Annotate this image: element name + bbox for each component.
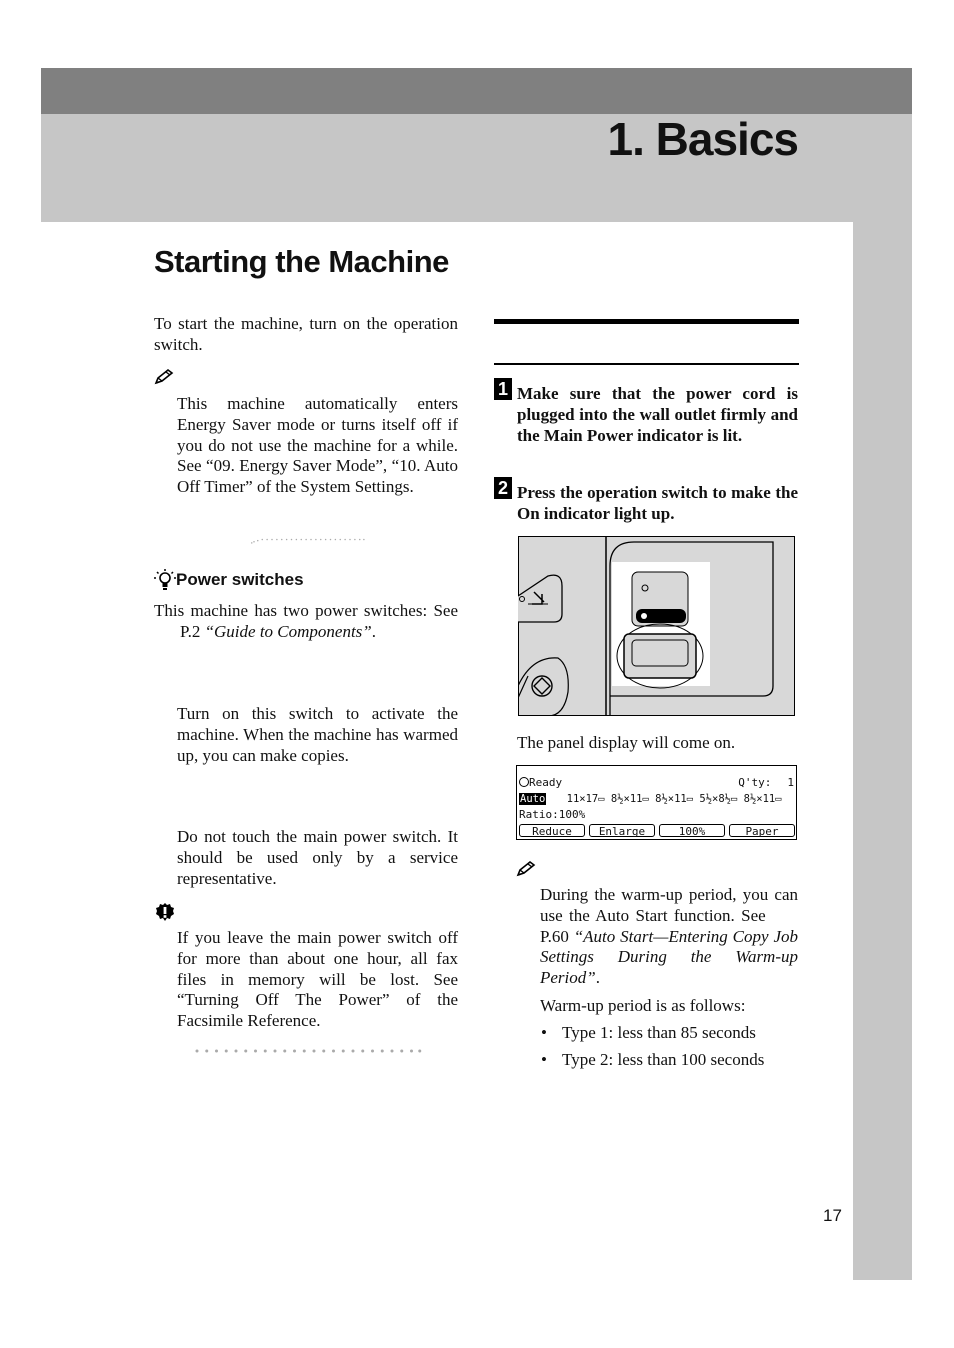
tip-title: Power switches bbox=[176, 570, 304, 589]
warmup-intro: Warm-up period is as follows: bbox=[540, 996, 746, 1015]
lcd-qty-value: 1 bbox=[787, 776, 794, 789]
section-title: Starting the Machine bbox=[154, 244, 449, 279]
chapter-header-dark-band bbox=[41, 68, 912, 114]
step-2-number: 2 bbox=[494, 477, 512, 499]
lcd-enlarge-button[interactable]: Enlarge bbox=[589, 824, 655, 837]
tip-heading bbox=[154, 569, 304, 591]
warmup-item-2: Type 2: less than 100 seconds bbox=[562, 1050, 765, 1069]
note-paragraph: This machine automatically enters Energy Saver mode or turns itself off if you do not use the machine for a while. See “09. Energy Saver Mode”, “10. Auto Off Timer” of the System Settings. bbox=[177, 394, 458, 497]
step-2-text: Press the operation switch to make the On indicator light up. bbox=[517, 483, 798, 523]
bullet-icon: • bbox=[541, 1023, 547, 1042]
page-edge-tab bbox=[853, 222, 912, 1280]
tip-bottom-dotted-divider bbox=[156, 1048, 460, 1054]
chapter-title: 1. Basics bbox=[607, 113, 798, 165]
warmup-ref-suffix: . bbox=[595, 968, 600, 988]
lcd-auto-paper: Auto bbox=[520, 793, 546, 805]
procedure-second-rule bbox=[494, 363, 799, 365]
list-item bbox=[541, 1050, 764, 1071]
main-switch-paragraph: Do not touch the main power switch. It should be used only by a service representative. bbox=[177, 827, 458, 888]
warmup-ref-page[interactable]: P.60 bbox=[540, 926, 569, 946]
warmup-ref-title[interactable]: “Auto Start—Entering Copy Job Settings During the Warm-up Period” bbox=[540, 926, 798, 988]
warmup-item-1: Type 1: less than 85 seconds bbox=[562, 1023, 756, 1042]
lcd-paper-button[interactable]: Paper bbox=[729, 824, 795, 837]
tip-ref-title[interactable]: “Guide to Components” bbox=[204, 621, 372, 641]
operation-switch-illustration bbox=[518, 536, 795, 716]
tip-paragraph bbox=[154, 601, 458, 643]
pencil-note-icon-2 bbox=[516, 860, 536, 878]
lcd-status: Ready bbox=[529, 776, 563, 789]
step-1-number: 1 bbox=[494, 378, 512, 400]
lcd-100-percent-button[interactable]: 100% bbox=[659, 824, 725, 837]
page-number: 17 bbox=[823, 1206, 842, 1225]
lcd-qty-label: Q'ty: bbox=[738, 776, 772, 789]
lcd-reduce-button[interactable]: Reduce bbox=[519, 824, 585, 837]
step-1-text: Make sure that the power cord is plugged into the wall outlet firmly and the Main Power indicator is lit. bbox=[517, 384, 798, 445]
panel-caption: The panel display will come on. bbox=[517, 733, 736, 752]
lcd-ratio: Ratio:100% bbox=[519, 808, 586, 821]
lcd-panel-display bbox=[516, 765, 797, 840]
list-item bbox=[541, 1023, 756, 1044]
lightbulb-tip-icon bbox=[154, 569, 176, 591]
tip-ref-suffix: . bbox=[371, 621, 377, 641]
intro-paragraph: To start the machine, turn on the operation switch. bbox=[154, 314, 458, 354]
tip-text: This machine has two power switches: See bbox=[154, 601, 458, 620]
important-paragraph: If you leave the main power switch off for more than about one hour, all fax files in memory will be lost. See “Turning Off The Power” of the Facsimile Reference. bbox=[177, 928, 458, 1031]
pencil-note-icon bbox=[154, 368, 174, 386]
lcd-paper-sizes: 11×17▭ 8½×11▭ 8½×11▭ 5½×8½▭ 8½×11▭ bbox=[566, 793, 782, 805]
important-icon bbox=[155, 902, 175, 922]
operation-switch-paragraph: Turn on this switch to activate the machine. When the machine has warmed up, you can make copies. bbox=[177, 704, 458, 765]
tip-ref-page[interactable]: P.2 bbox=[180, 621, 201, 641]
warmup-note-paragraph bbox=[540, 885, 798, 989]
ready-indicator-icon bbox=[519, 777, 529, 787]
warmup-note-text: During the warm-up period, you can use the Auto Start function. See bbox=[540, 885, 798, 925]
procedure-top-rule bbox=[494, 319, 799, 324]
tip-top-dotted-divider bbox=[156, 538, 460, 544]
bullet-icon: • bbox=[541, 1050, 547, 1069]
